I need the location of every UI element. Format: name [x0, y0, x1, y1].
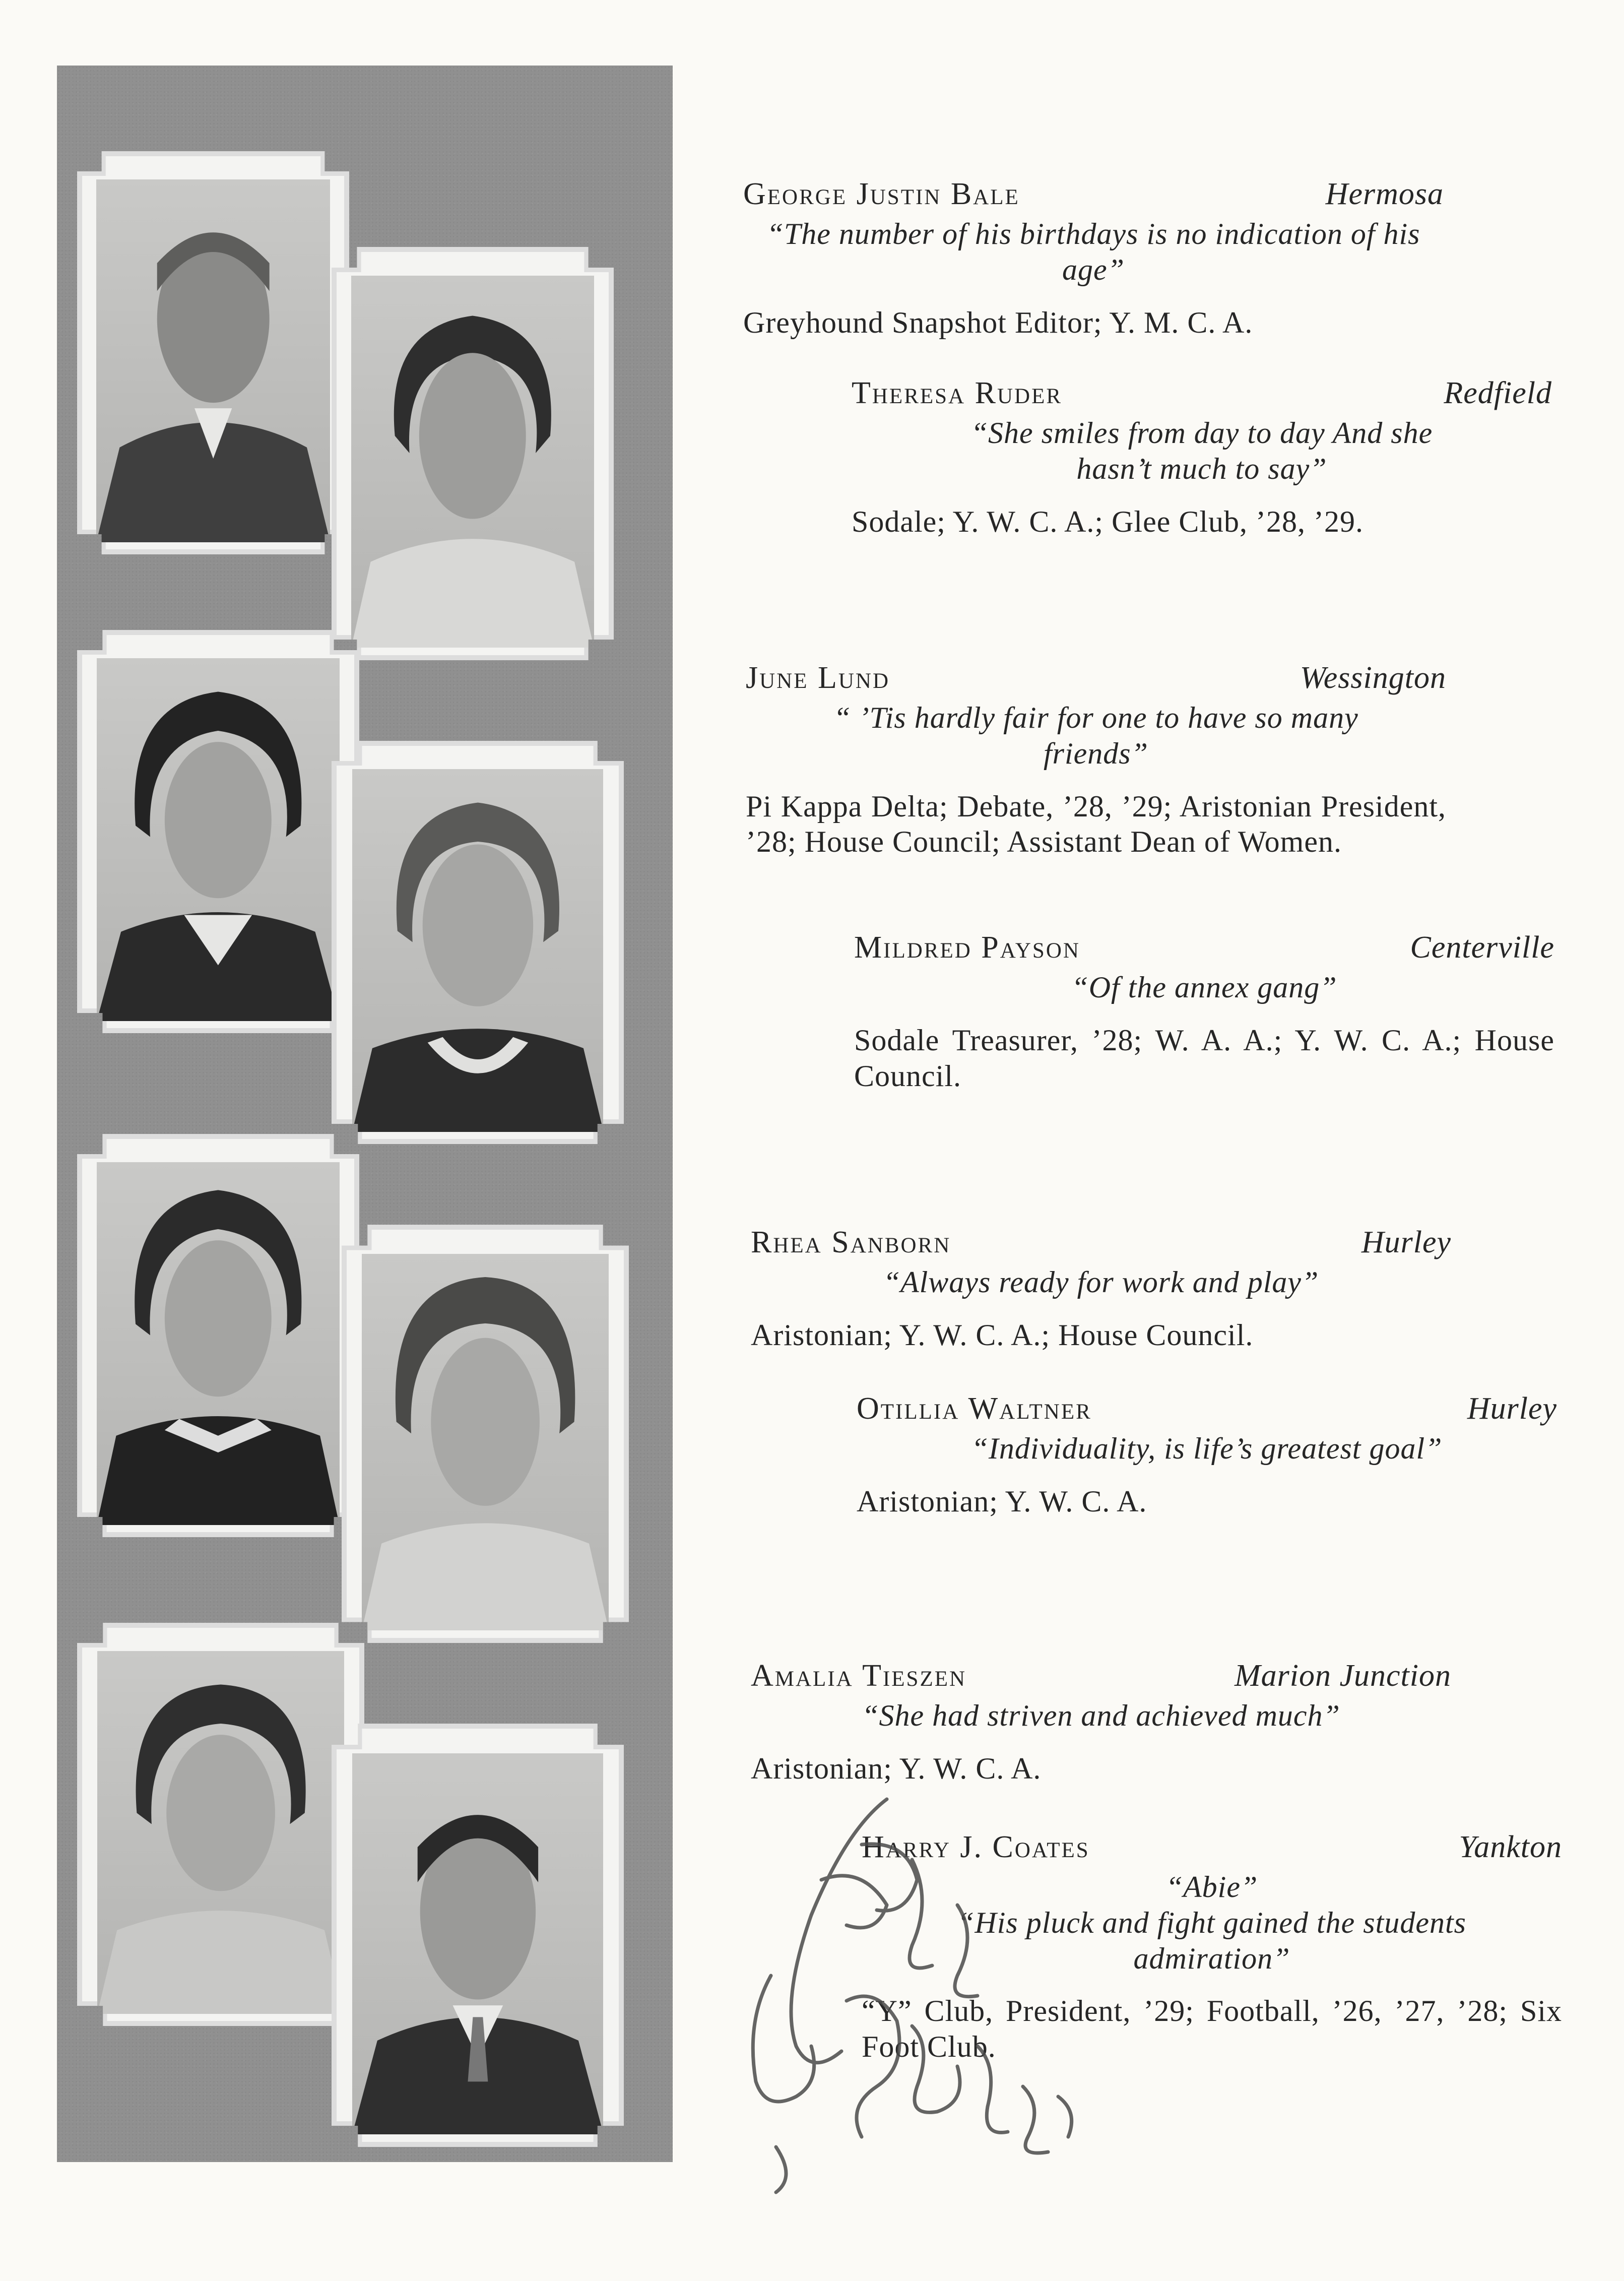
entry-name: Otillia Waltner: [857, 1391, 1092, 1426]
portrait-frame-harry-coates: [332, 1724, 624, 2147]
entry-activities: Sodale Treasurer, ’28; W. A. A.; Y. W. C. A.; House Council.: [854, 1023, 1554, 1093]
portrait-frame-otillia-waltner: [342, 1225, 629, 1643]
entry-june-lund: [746, 660, 1446, 860]
entry-rhea-sanborn: [751, 1225, 1451, 1353]
entry-activities: Sodale; Y. W. C. A.; Glee Club, ’28, ’29.: [852, 504, 1363, 538]
entry-theresa-ruder: [852, 375, 1552, 539]
entry-name: Rhea Sanborn: [751, 1225, 951, 1259]
entry-otillia-waltner: [857, 1391, 1557, 1519]
entry-quote: “Of the annex gang”: [1071, 971, 1337, 1004]
entry-town: Hermosa: [1325, 177, 1444, 211]
photo-strip: [57, 66, 673, 2162]
entry-name: Amalia Tieszen: [751, 1659, 967, 1693]
entry-town: Marion Junction: [1235, 1659, 1451, 1693]
entry-town: Hurley: [1361, 1225, 1451, 1259]
entry-activities: Greyhound Snapshot Editor; Y. M. C. A.: [743, 305, 1253, 339]
entry-town: Redfield: [1444, 376, 1552, 410]
entry-activities: “Y” Club, President, ’29; Football, ’26, ’27, ’28; Six Foot Club.: [862, 1994, 1562, 2064]
entry-name: June Lund: [746, 661, 890, 695]
portrait-june-lund: [97, 658, 340, 1021]
entry-name: George Justin Bale: [743, 177, 1020, 211]
entry-activities: Aristonian; Y. W. C. A.: [857, 1484, 1147, 1518]
entry-quote: “His pluck and fight gained the students admiration”: [957, 1906, 1466, 1975]
entry-town: Hurley: [1467, 1391, 1557, 1426]
portrait-mildred-payson: [352, 769, 604, 1132]
entry-quote: “ ’Tis hardly fair for one to have so many friends”: [833, 701, 1358, 770]
entry-quote: “The number of his birthdays is no indication of his age”: [766, 217, 1420, 286]
portrait-frame-amalia-tieszen: [77, 1623, 364, 2026]
entry-name: Theresa Ruder: [852, 376, 1063, 410]
entry-name: Mildred Payson: [854, 930, 1080, 965]
entry-quote: “Always ready for work and play”: [883, 1265, 1319, 1299]
portrait-otillia-waltner: [362, 1254, 609, 1630]
portrait-george-bale: [96, 179, 330, 542]
entry-town: Yankton: [1459, 1830, 1562, 1864]
portrait-frame-mildred-payson: [332, 741, 624, 1144]
entry-quote: “She had striven and achieved much”: [862, 1699, 1340, 1732]
entry-quote: “Individuality, is life’s greatest goal”: [971, 1432, 1443, 1465]
entry-george-bale: [743, 176, 1444, 340]
portrait-theresa-ruder: [351, 276, 594, 648]
entry-activities: Aristonian; Y. W. C. A.; House Council.: [751, 1318, 1254, 1352]
portrait-frame-rhea-sanborn: [77, 1134, 359, 1537]
entry-nickname: “Abie”: [1165, 1870, 1258, 1904]
entry-name: Harry J. Coates: [862, 1830, 1090, 1864]
portrait-amalia-tieszen: [97, 1651, 344, 2014]
entry-quote: “She smiles from day to day And she hasn’t much to say”: [970, 416, 1433, 485]
portrait-frame-june-lund: [77, 630, 359, 1033]
handwritten-signature: [695, 1784, 1149, 2197]
entry-activities: Pi Kappa Delta; Debate, ’28, ’29; Aristonian President, ’28; House Council; Assistant Dean of Women.: [746, 789, 1446, 859]
entry-activities: Aristonian; Y. W. C. A.: [751, 1751, 1042, 1785]
portrait-harry-coates: [352, 1753, 604, 2134]
entry-town: Wessington: [1300, 661, 1446, 695]
entry-amalia-tieszen: [751, 1658, 1451, 1787]
portrait-frame-george-bale: [77, 151, 349, 554]
entry-town: Centerville: [1410, 930, 1554, 965]
portrait-frame-theresa-ruder: [332, 247, 614, 660]
entry-mildred-payson: [854, 930, 1554, 1094]
portrait-rhea-sanborn: [97, 1162, 340, 1525]
